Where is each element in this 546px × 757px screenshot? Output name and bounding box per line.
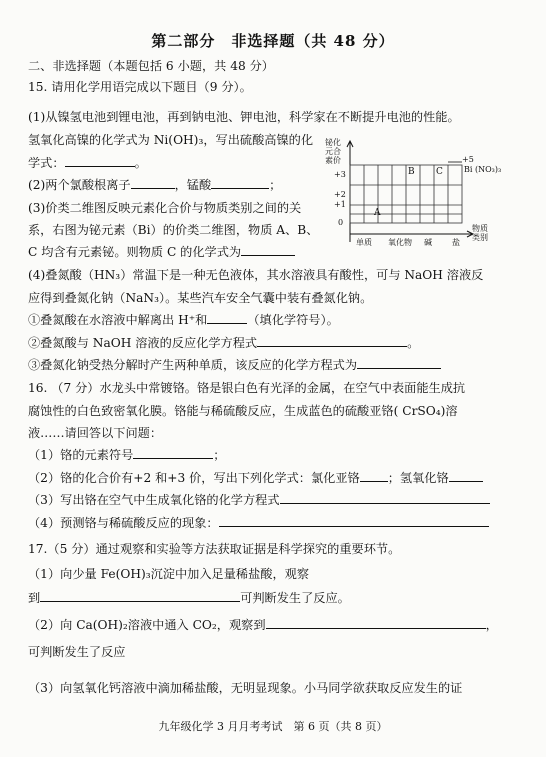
section-heading: 二、非选择题（本题包括 6 小题，共 48 分）: [28, 59, 274, 73]
annot-label: Bi (NO₃)₃: [464, 165, 502, 174]
answer-blank[interactable]: [219, 515, 489, 527]
q16-sub2-label-b: ；氢氧化铬: [387, 471, 449, 485]
q15-part4-line2: 应得到叠氮化钠（NaN₃）。某些汽车安全气囊中装有叠氮化钠。: [28, 291, 373, 305]
answer-blank[interactable]: [65, 155, 135, 167]
point-label-a: A: [374, 208, 381, 218]
x-tick-label: 盐: [452, 238, 460, 247]
answer-blank[interactable]: [357, 357, 441, 369]
q15-part4-sub3-label: ③叠氮化钠受热分解时产生两种单质，该反应的化学方程式为: [28, 358, 358, 372]
point-label-b: B: [408, 167, 415, 177]
chart-frame: [312, 138, 542, 253]
q17-sub1-label-b: 到: [28, 591, 41, 605]
y-axis-title-3: 素价: [325, 156, 341, 165]
q15-part3-line3: [28, 244, 295, 260]
y-axis-title-1: 铋化: [325, 138, 341, 147]
q15-part2-label-a: (2)两个氯酸根离子: [28, 178, 131, 192]
y-tick-label: +2: [334, 190, 346, 199]
y-axis-title-2: 元合: [325, 147, 341, 156]
answer-blank[interactable]: [131, 177, 175, 189]
q16-sub3-label: （3）写出铬在空气中生成氧化铬的化学方程式: [28, 493, 280, 507]
q16-sub4-label: （4）预测铬与稀硫酸反应的现象：: [28, 516, 219, 530]
q16-sub2-label: （2）铬的化合价有+2 和+3 价，写出下列化学式：氯化亚铬: [28, 471, 360, 485]
q15-part4-sub1-tail: （填化学符号）。: [247, 313, 339, 327]
q17-sub1-label-c: 可判断发生了反应。: [240, 591, 350, 605]
answer-blank[interactable]: [133, 447, 213, 459]
y-tick-label: +3: [334, 170, 346, 179]
q15-part2-label-b: ，锰酸: [174, 178, 212, 192]
q16-sub3: [28, 492, 490, 508]
q16-line1: 16. （7 分）水龙头中常镀铬。铬是银白色有光泽的金属，在空气中表面能生成抗: [28, 381, 466, 395]
page-title: 第二部分 非选择题（共 48 分）: [151, 32, 395, 50]
answer-blank[interactable]: [40, 590, 240, 602]
q15-part4-line1: (4)叠氮酸（HN₃）常温下是一种无色液体，其水溶液具有酸性，可与 NaOH 溶液反: [28, 268, 484, 282]
q16-sub1-label: （1）铬的元素符号: [28, 448, 134, 462]
q17-sub2: （2）向 Ca(OH)₂溶液中通入 CO₂，观察到 ，: [28, 618, 498, 632]
answer-blank[interactable]: [241, 244, 295, 256]
answer-blank[interactable]: [257, 335, 407, 347]
y-tick-label: 0: [338, 218, 344, 227]
q17-line1: 17.（5 分）通过观察和实验等方法获取证据是科学探究的重要环节。: [28, 542, 401, 556]
q15-part3-line1: (3)价类二维图反映元素化合价与物质类别之间的关: [28, 201, 302, 215]
x-axis-title-1: 物质: [472, 224, 488, 233]
q15-part4-sub1-label: ①叠氮酸在水溶液中解离出 H⁺和: [28, 313, 208, 327]
answer-blank[interactable]: [211, 177, 269, 189]
q15-part4-sub2-label: ②叠氮酸与 NaOH 溶液的反应化学方程式: [28, 336, 258, 350]
q16-sub1: （1）铬的元素符号 ；: [28, 448, 226, 462]
q16-line3: 液……请回答以下问题：: [28, 426, 163, 440]
q17-sub1: （1）向少量 Fe(OH)₃沉淀中加入足量稀盐酸，观察: [28, 567, 310, 581]
q15-part1-line3: 学式： 。: [28, 156, 147, 170]
q16-sub2: [28, 470, 483, 486]
x-tick-label: 碱: [424, 238, 432, 247]
x-tick-label: 氧化物: [388, 238, 412, 247]
q16-sub4: [28, 515, 489, 531]
q17-sub2-cont: 可判断发生了反应: [28, 645, 126, 659]
q15-part4-sub2: ②叠氮酸与 NaOH 溶液的反应化学方程式 。: [28, 336, 420, 350]
answer-blank[interactable]: [449, 470, 483, 482]
q15-part3-label: C 均含有元素铋。则物质 C 的化学式为: [28, 245, 242, 259]
answer-blank[interactable]: [207, 312, 247, 324]
q15-part1-line2: 氢氧化高镍的化学式为 Ni(OH)₃，写出硫酸高镍的化: [28, 133, 314, 147]
q17-sub1-cont: [28, 590, 350, 606]
q15-part4-sub1: [28, 312, 339, 328]
annot-value: +5: [462, 155, 474, 164]
x-tick-label: 单质: [356, 238, 372, 247]
q15-part4-sub3: [28, 357, 441, 373]
q16-line2: 腐蚀性的白色致密氧化膜。铬能与稀硫酸反应，生成蓝色的硫酸亚铬( CrSO₄)溶: [28, 404, 458, 418]
q15-part2: (2)两个氯酸根离子 ，锰酸 ；: [28, 178, 282, 192]
q17-sub3: （3）向氢氧化钙溶液中滴加稀盐酸，无明显现象。小马同学欲获取反应发生的证: [28, 681, 463, 695]
q15-part1-line1: (1)从镍氢电池到锂电池，再到钠电池、钾电池，科学家在不断提升电池的性能。: [28, 110, 460, 124]
answer-blank[interactable]: [280, 492, 490, 504]
q15-part1-label: 学式：: [28, 156, 65, 170]
q15-part3-line2: 系，右图为铋元素（Bi）的价类二维图，物质 A、B、: [28, 223, 319, 237]
answer-blank[interactable]: [266, 617, 486, 629]
valence-class-chart: [312, 138, 542, 253]
y-tick-label: +1: [334, 200, 346, 209]
answer-blank[interactable]: [360, 470, 388, 482]
page-footer: 九年级化学 3 月月考考试 第 6 页（共 8 页）: [158, 720, 388, 733]
q15-stem: 15. 请用化学用语完成以下题目（9 分）。: [28, 80, 252, 94]
x-axis-title-2: 类别: [472, 233, 488, 242]
q17-sub2-label: （2）向 Ca(OH)₂溶液中通入 CO₂，观察到: [28, 618, 266, 632]
point-label-c: C: [436, 167, 443, 177]
